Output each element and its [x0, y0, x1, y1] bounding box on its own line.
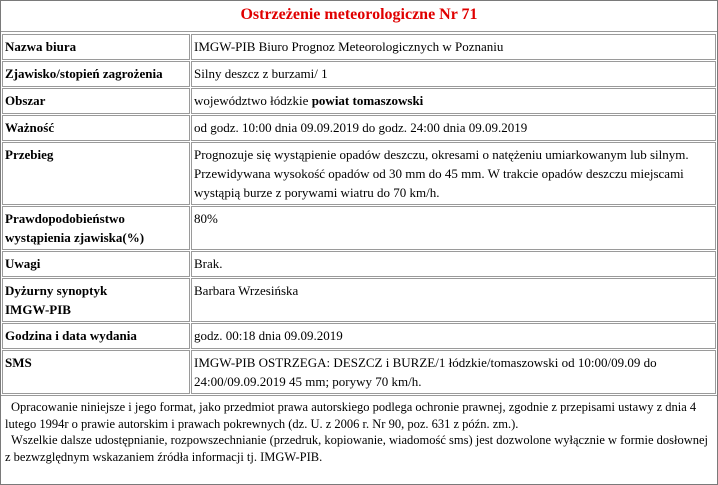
- probability-label: [2, 206, 190, 250]
- validity-label: Ważność: [2, 115, 190, 141]
- area-label: Obszar: [2, 88, 190, 114]
- legal-footer: [1, 395, 717, 465]
- remarks-value: Brak.: [191, 251, 716, 277]
- phenomenon-label: Zjawisko/stopień zagrożenia: [2, 61, 190, 87]
- table-row: [2, 278, 716, 322]
- office-value: IMGW-PIB Biuro Prognoz Meteorologicznych w Poznaniu: [191, 34, 716, 60]
- table-row: [2, 142, 716, 205]
- course-label: Przebieg: [2, 142, 190, 205]
- table-row: [2, 115, 716, 141]
- forecaster-label: [2, 278, 190, 322]
- table-row: [2, 88, 716, 114]
- table-row: [2, 350, 716, 394]
- remarks-label: Uwagi: [2, 251, 190, 277]
- area-voivodeship: województwo łódzkie: [194, 93, 312, 108]
- table-row: [2, 323, 716, 349]
- probability-value: 80%: [191, 206, 716, 250]
- forecaster-value: Barbara Wrzesińska: [191, 278, 716, 322]
- sms-value: IMGW-PIB OSTRZEGA: DESZCZ i BURZE/1 łódzkie/tomaszowski od 10:00/09.09 do 24:00/09.09.2019 45 mm; porywy 70 km/h.: [191, 350, 716, 394]
- probability-label-line1: Prawdopodobieństwo: [5, 211, 125, 226]
- forecaster-label-line1: Dyżurny synoptyk: [5, 283, 108, 298]
- probability-label-line2: wystąpienia zjawiska(%): [5, 230, 145, 245]
- area-county: powiat tomaszowski: [311, 93, 424, 108]
- table-row: [2, 34, 716, 60]
- forecaster-label-line2: IMGW-PIB: [5, 302, 71, 317]
- table-row: [2, 206, 716, 250]
- table-row: [2, 61, 716, 87]
- sms-label: SMS: [2, 350, 190, 394]
- warning-title: Ostrzeżenie meteorologiczne Nr 71: [1, 1, 717, 32]
- issue-time-label: Godzina i data wydania: [2, 323, 190, 349]
- issue-time-value: godz. 00:18 dnia 09.09.2019: [191, 323, 716, 349]
- table-row: [2, 251, 716, 277]
- copyright-notice: Opracowanie niniejsze i jego format, jako przedmiot prawa autorskiego podlega ochronie prawnej, zgodnie z przepisami ustawy z dnia 4 lutego 1994r o prawie autorskim i prawach pokrewnych (dz. U. z 2006 r. Nr 90, poz. 631 z późn. zm.).: [5, 400, 697, 431]
- course-value: Prognozuje się wystąpienie opadów deszczu, okresami o natężeniu umiarkowanym lub silnym. Przewidywana wysokość opadów od 30 mm do 45 mm. W trakcie opadów deszczu miejscami wystąpią burze z porywami wiatru do 70 km/h.: [191, 142, 716, 205]
- sharing-notice: Wszelkie dalsze udostępnianie, rozpowszechnianie (przedruk, kopiowanie, wiadomość sms) jest dozwolone wyłącznie w formie dosłownej z bezwzględnym wskazaniem źródła informacji tj. IMGW-PIB.: [5, 433, 709, 464]
- warning-table: [1, 33, 717, 395]
- area-value: [191, 88, 716, 114]
- office-label: Nazwa biura: [2, 34, 190, 60]
- validity-value: od godz. 10:00 dnia 09.09.2019 do godz. 24:00 dnia 09.09.2019: [191, 115, 716, 141]
- phenomenon-value: Silny deszcz z burzami/ 1: [191, 61, 716, 87]
